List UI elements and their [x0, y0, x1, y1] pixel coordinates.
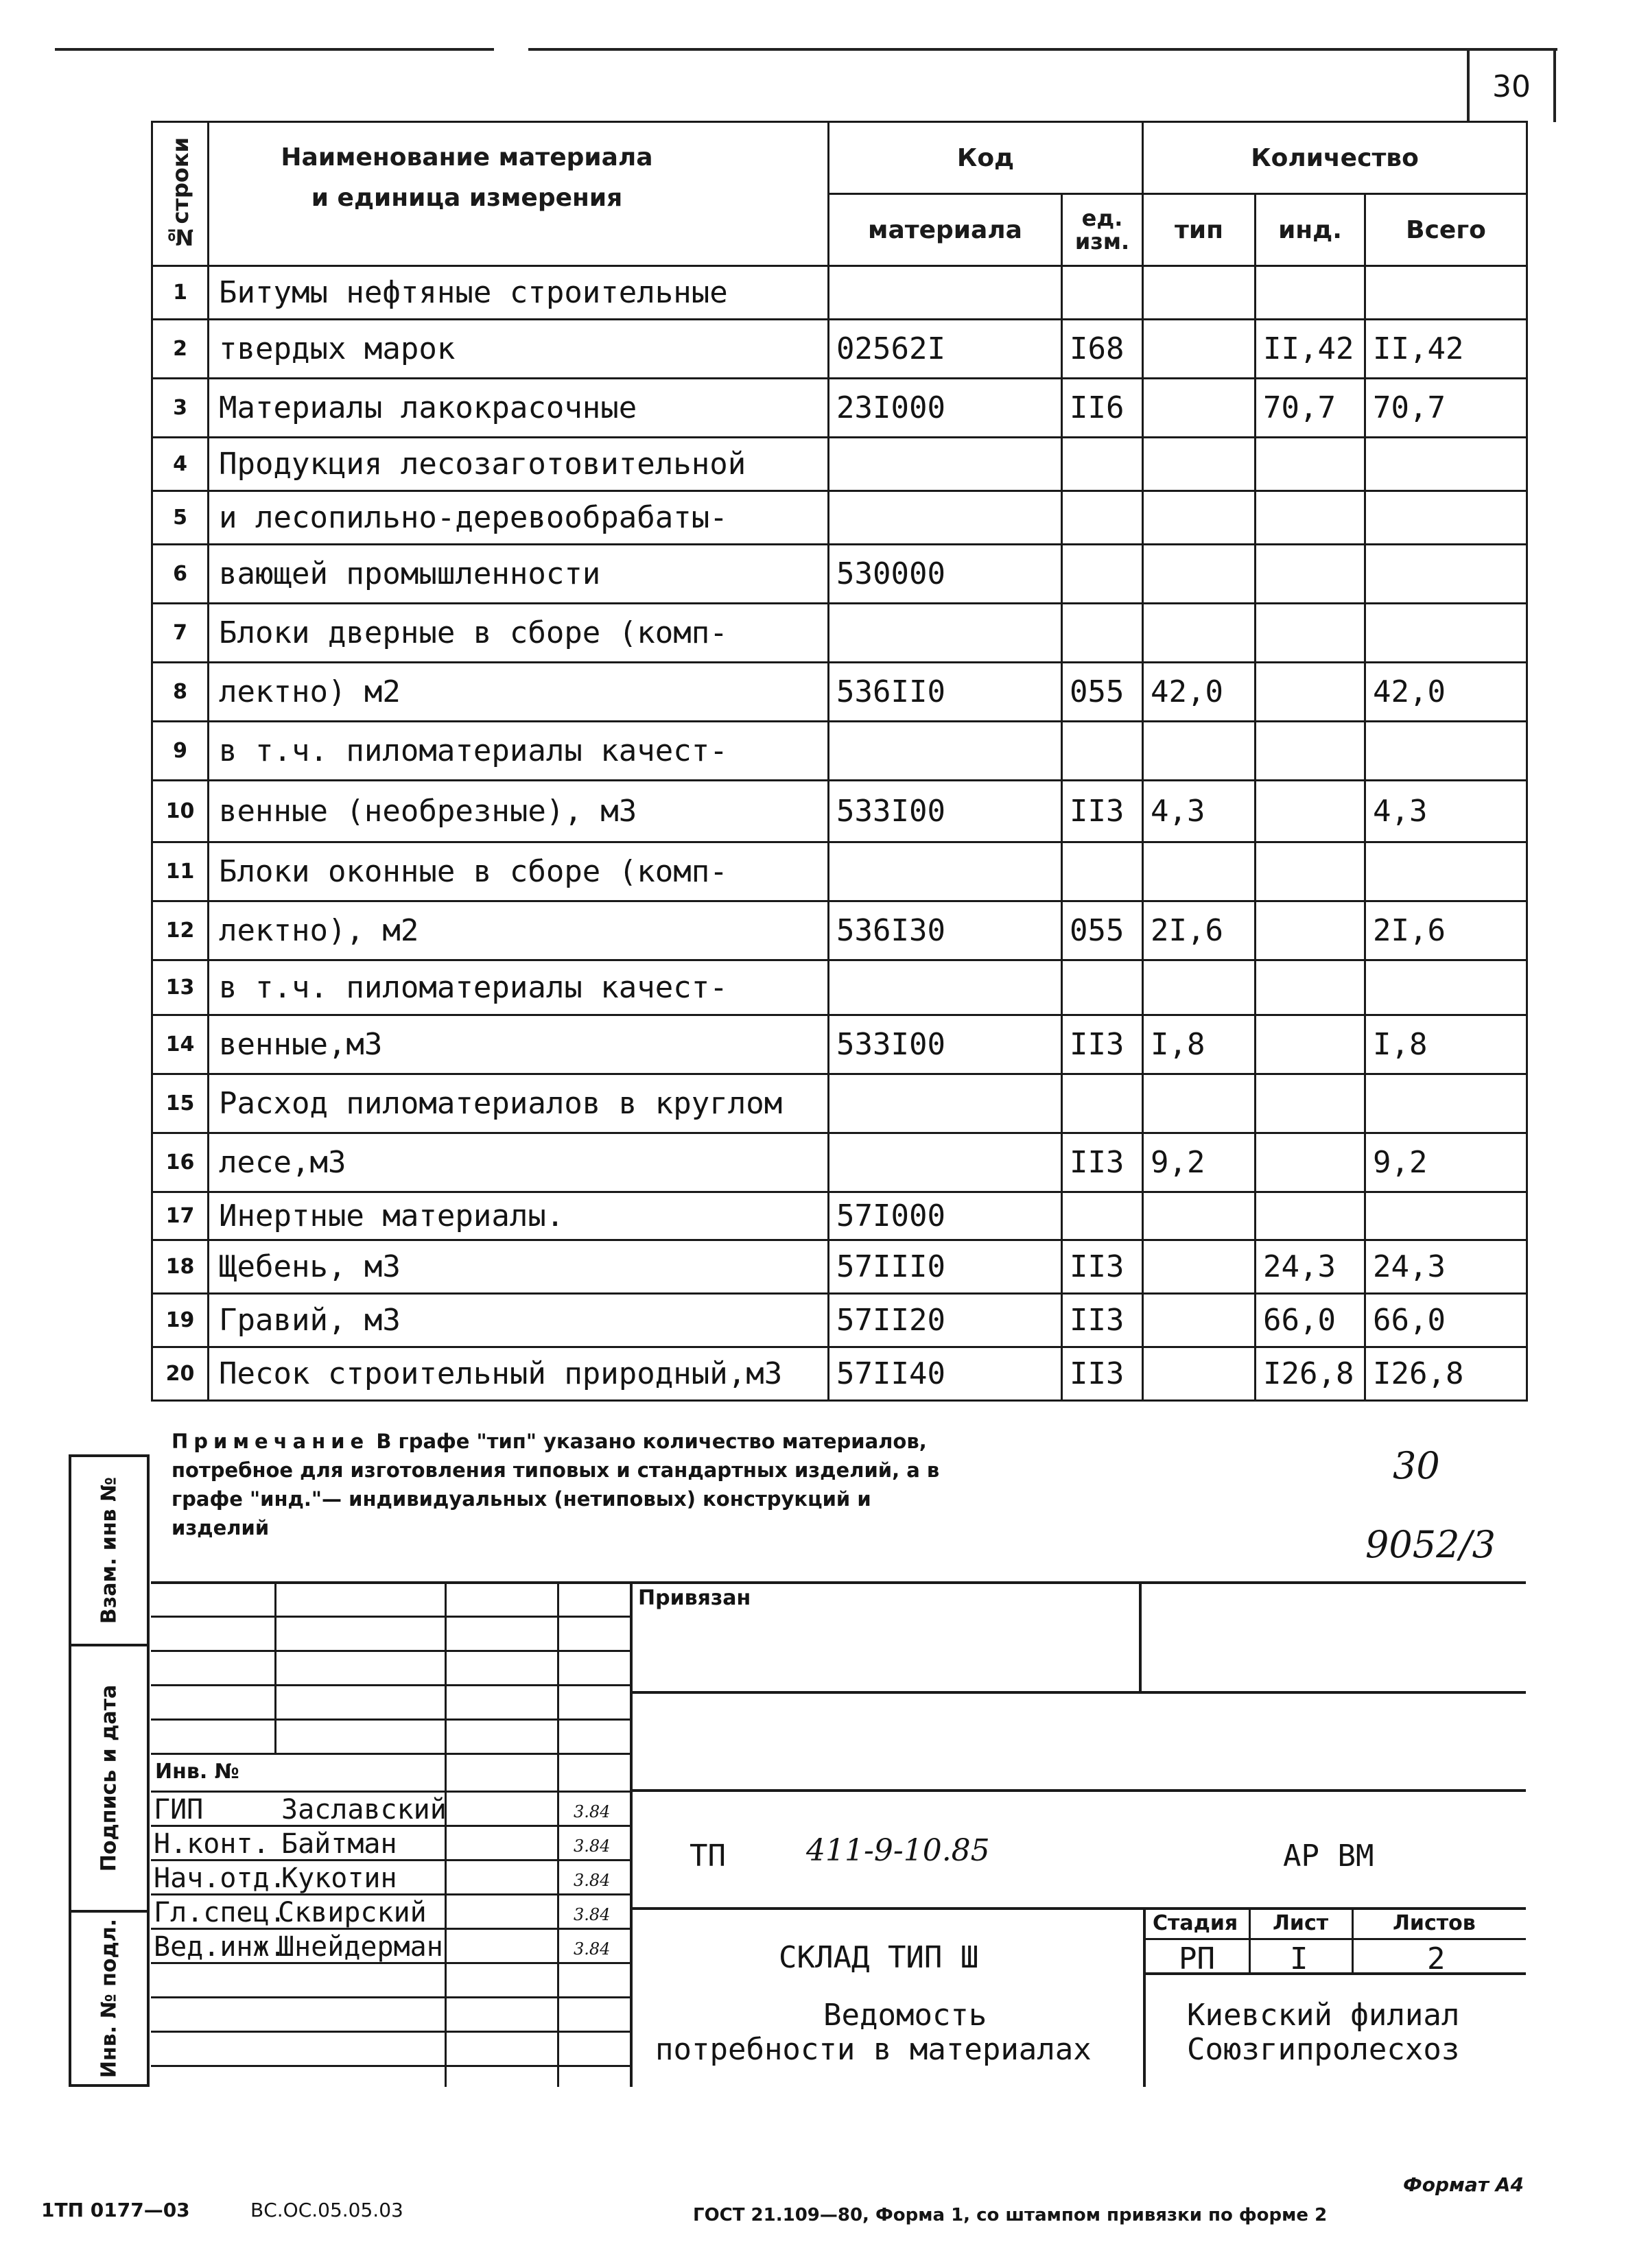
staff-name: Заславский — [281, 1794, 447, 1826]
qty-ind: 70,7 — [1256, 379, 1365, 438]
qty-ind — [1256, 960, 1365, 1015]
table-row — [152, 491, 1527, 545]
table-row — [152, 722, 1527, 781]
header-qty-ind: инд. — [1256, 194, 1365, 266]
material-code: 02562I — [829, 320, 1062, 379]
table-row — [152, 1192, 1527, 1240]
qty-total — [1365, 604, 1527, 663]
stamp-hline-stage-labels — [1143, 1938, 1526, 1940]
table-row — [152, 604, 1527, 663]
unit-code — [1062, 842, 1143, 901]
qty-total: 4,3 — [1365, 781, 1527, 842]
stamp-hline-code-bottom — [630, 1907, 1526, 1910]
qty-ind — [1256, 545, 1365, 604]
table-row — [152, 320, 1527, 379]
qty-type — [1143, 320, 1256, 379]
qty-type: 9,2 — [1143, 1133, 1256, 1192]
row-number: 1 — [152, 266, 209, 320]
row-number: 10 — [152, 781, 209, 842]
unit-code — [1062, 545, 1143, 604]
qty-total — [1365, 266, 1527, 320]
stamp-hline-3 — [151, 1684, 631, 1686]
stamp-hline-1 — [151, 1616, 631, 1618]
material-name: венные (необрезные), м3 — [209, 781, 829, 842]
note — [172, 1427, 961, 1542]
staff-role: ГИП — [154, 1794, 204, 1826]
row-number: 19 — [152, 1294, 209, 1347]
qty-ind — [1256, 842, 1365, 901]
row-number: 3 — [152, 379, 209, 438]
handwritten-number-2: 9052/3 — [1365, 1523, 1496, 1566]
qty-ind: I26,8 — [1256, 1347, 1365, 1401]
stamp-hline-5 — [151, 1753, 631, 1755]
unit-code: II6 — [1062, 379, 1143, 438]
qty-ind — [1256, 722, 1365, 781]
qty-type — [1143, 438, 1256, 491]
material-code: 57I000 — [829, 1192, 1062, 1240]
qty-total: I,8 — [1365, 1015, 1527, 1074]
qty-ind — [1256, 1192, 1365, 1240]
material-code — [829, 438, 1062, 491]
qty-type — [1143, 722, 1256, 781]
material-code: 533I00 — [829, 781, 1062, 842]
row-number: 5 — [152, 491, 209, 545]
qty-total: I26,8 — [1365, 1347, 1527, 1401]
top-rule-left — [55, 48, 494, 51]
note-title: Примечание — [172, 1430, 370, 1453]
row-number: 4 — [152, 438, 209, 491]
qty-ind — [1256, 901, 1365, 960]
stamp-top-line — [151, 1581, 1526, 1584]
unit-code: 055 — [1062, 663, 1143, 722]
stamp-stage-value: РП — [1179, 1941, 1215, 1976]
top-rule-right — [528, 48, 1557, 51]
staff-role: Нач.отд. — [154, 1863, 286, 1894]
unit-code — [1062, 438, 1143, 491]
material-name: лектно), м2 — [209, 901, 829, 960]
unit-code — [1062, 1074, 1143, 1133]
stamp-inner-vline-4 — [630, 1581, 633, 2087]
staff-role: Н.конт. — [154, 1828, 270, 1860]
stamp-hline-privyazan-bottom — [630, 1691, 1526, 1694]
qty-type — [1143, 1192, 1256, 1240]
unit-code: 055 — [1062, 901, 1143, 960]
staff-hline-1 — [151, 1791, 631, 1793]
staff-name: Байтман — [281, 1828, 397, 1860]
qty-type: 2I,6 — [1143, 901, 1256, 960]
material-code: 536I30 — [829, 901, 1062, 960]
unit-code: II3 — [1062, 1294, 1143, 1347]
qty-type — [1143, 1240, 1256, 1294]
qty-total: 70,7 — [1365, 379, 1527, 438]
unit-code — [1062, 960, 1143, 1015]
stamp-privyazan-label: Привязан — [638, 1586, 751, 1610]
material-name: вающей промышленности — [209, 545, 829, 604]
side-vzam-inv: Взам. инв № — [69, 1454, 150, 1646]
material-code: 530000 — [829, 545, 1062, 604]
staff-hline-7 — [151, 1996, 631, 1998]
qty-ind: II,42 — [1256, 320, 1365, 379]
material-code: 57II20 — [829, 1294, 1062, 1347]
staff-role: Гл.спец. — [154, 1897, 286, 1928]
qty-ind — [1256, 781, 1365, 842]
qty-type — [1143, 1294, 1256, 1347]
material-name: лесе,м3 — [209, 1133, 829, 1192]
row-number: 8 — [152, 663, 209, 722]
stamp-title-2: потребности в материалах — [655, 2032, 1092, 2067]
qty-ind — [1256, 491, 1365, 545]
qty-total — [1365, 1074, 1527, 1133]
qty-ind — [1256, 1133, 1365, 1192]
stamp-inv-no: Инв. № — [155, 1760, 239, 1784]
stamp-inner-vline-2 — [445, 1581, 447, 2087]
table-row — [152, 960, 1527, 1015]
staff-role: Вед.инж. — [154, 1931, 286, 1963]
row-number: 11 — [152, 842, 209, 901]
staff-date: 3.84 — [574, 1871, 611, 1890]
qty-total: 42,0 — [1365, 663, 1527, 722]
stamp-org-2: Союзгипролесхоз — [1187, 2032, 1460, 2067]
stamp-doc-prefix: ТП — [690, 1839, 726, 1874]
material-code — [829, 491, 1062, 545]
qty-total: 2I,6 — [1365, 901, 1527, 960]
qty-type: I,8 — [1143, 1015, 1256, 1074]
material-name: Материалы лакокрасочные — [209, 379, 829, 438]
unit-code — [1062, 491, 1143, 545]
qty-ind — [1256, 438, 1365, 491]
material-code — [829, 722, 1062, 781]
side-inv-podl: Инв. № подл. — [69, 1910, 150, 2087]
stamp-sheets-value: 2 — [1427, 1941, 1446, 1976]
unit-code — [1062, 266, 1143, 320]
row-number: 14 — [152, 1015, 209, 1074]
material-name: и лесопильно-деревообрабаты- — [209, 491, 829, 545]
material-name: лектно) м2 — [209, 663, 829, 722]
qty-type: 4,3 — [1143, 781, 1256, 842]
stamp-stage-label: Стадия — [1153, 1911, 1238, 1935]
table-row — [152, 1074, 1527, 1133]
material-name: Щебень, м3 — [209, 1240, 829, 1294]
stamp-sheets-label: Листов — [1393, 1911, 1476, 1935]
qty-type — [1143, 1347, 1256, 1401]
table-row — [152, 1133, 1527, 1192]
row-number: 6 — [152, 545, 209, 604]
qty-total — [1365, 960, 1527, 1015]
footer-gost: ГОСТ 21.109—80, Форма 1, со штампом привязки по форме 2 — [693, 2205, 1328, 2225]
row-number: 15 — [152, 1074, 209, 1133]
table-row — [152, 379, 1527, 438]
row-number: 7 — [152, 604, 209, 663]
qty-ind — [1256, 1074, 1365, 1133]
qty-type: 42,0 — [1143, 663, 1256, 722]
qty-ind: 66,0 — [1256, 1294, 1365, 1347]
table-row — [152, 266, 1527, 320]
material-code — [829, 1074, 1062, 1133]
qty-type — [1143, 960, 1256, 1015]
staff-date: 3.84 — [574, 1905, 611, 1924]
table-row — [152, 1347, 1527, 1401]
stamp-sheet-label: Лист — [1273, 1911, 1329, 1935]
row-number: 16 — [152, 1133, 209, 1192]
footer-left-1: 1ТП 0177—03 — [41, 2199, 190, 2221]
unit-code: II3 — [1062, 1347, 1143, 1401]
material-code — [829, 960, 1062, 1015]
stamp-vline-stage — [1143, 1907, 1146, 2087]
unit-code: II3 — [1062, 1240, 1143, 1294]
table-row — [152, 1240, 1527, 1294]
material-name: Песок строительный природный,м3 — [209, 1347, 829, 1401]
table-row — [152, 781, 1527, 842]
stamp-object: СКЛАД ТИП Ш — [779, 1940, 979, 1975]
header-row-number: №строки — [152, 122, 209, 266]
qty-type — [1143, 491, 1256, 545]
header-code-unit: ед. изм. — [1062, 194, 1143, 266]
unit-code: II3 — [1062, 1133, 1143, 1192]
material-name: Блоки оконные в сборе (комп- — [209, 842, 829, 901]
table-row — [152, 842, 1527, 901]
qty-ind — [1256, 663, 1365, 722]
table-row — [152, 901, 1527, 960]
unit-code — [1062, 604, 1143, 663]
material-code — [829, 604, 1062, 663]
stamp-hline-2 — [151, 1650, 631, 1652]
qty-total — [1365, 1192, 1527, 1240]
qty-total — [1365, 545, 1527, 604]
material-code — [829, 1133, 1062, 1192]
handwritten-number-1: 30 — [1393, 1444, 1440, 1487]
qty-total — [1365, 491, 1527, 545]
table-row — [152, 1015, 1527, 1074]
material-name: Битумы нефтяные строительные — [209, 266, 829, 320]
material-name: в т.ч. пиломатериалы качест- — [209, 960, 829, 1015]
qty-type — [1143, 379, 1256, 438]
header-quantity: Количество — [1143, 122, 1527, 194]
unit-code — [1062, 1192, 1143, 1240]
qty-ind — [1256, 604, 1365, 663]
table-row — [152, 663, 1527, 722]
table-row — [152, 1294, 1527, 1347]
stamp-org-1: Киевский филиал — [1187, 1998, 1460, 2033]
material-name: в т.ч. пиломатериалы качест- — [209, 722, 829, 781]
qty-total — [1365, 842, 1527, 901]
stamp-sheet-value: I — [1290, 1941, 1308, 1976]
staff-name: Кукотин — [281, 1863, 397, 1894]
header-code-material: материала — [829, 194, 1062, 266]
qty-type — [1143, 842, 1256, 901]
footer-left-2: ВС.ОС.05.05.03 — [250, 2199, 403, 2221]
stamp-title-1: Ведомость — [823, 1998, 987, 2033]
staff-hline-9 — [151, 2065, 631, 2067]
table-row — [152, 545, 1527, 604]
stamp-hline-code-top — [630, 1789, 1526, 1792]
row-number: 13 — [152, 960, 209, 1015]
row-number: 17 — [152, 1192, 209, 1240]
note-text: В графе "тип" указано количество материалов, потребное для изготовления типовых и стандартных изделий, а в графе "инд."— индивидуальных (нетиповых) конструкций и изделий — [172, 1430, 940, 1539]
unit-code: I68 — [1062, 320, 1143, 379]
qty-type — [1143, 266, 1256, 320]
material-code: 57II40 — [829, 1347, 1062, 1401]
staff-name: Шнейдерман — [278, 1931, 443, 1963]
unit-code: II3 — [1062, 1015, 1143, 1074]
table-row — [152, 438, 1527, 491]
material-code: 536II0 — [829, 663, 1062, 722]
qty-type — [1143, 604, 1256, 663]
material-name: венные,м3 — [209, 1015, 829, 1074]
stamp-inner-vline-1 — [274, 1581, 276, 1753]
materials-table — [151, 121, 1528, 1402]
staff-date: 3.84 — [574, 1836, 611, 1856]
qty-type — [1143, 1074, 1256, 1133]
qty-total — [1365, 722, 1527, 781]
header-material-name: Наименование материала и единица измерения — [209, 122, 829, 266]
material-name: Расход пиломатериалов в круглом — [209, 1074, 829, 1133]
stamp-hline-4 — [151, 1718, 631, 1721]
row-number: 18 — [152, 1240, 209, 1294]
row-number: 12 — [152, 901, 209, 960]
side-podpis-data: Подпись и дата — [69, 1644, 150, 1913]
material-name: Продукция лесозаготовительной — [209, 438, 829, 491]
qty-type — [1143, 545, 1256, 604]
qty-total — [1365, 438, 1527, 491]
qty-total: 24,3 — [1365, 1240, 1527, 1294]
stamp-doc-code: 411-9-10.85 — [806, 1833, 990, 1868]
row-number: 9 — [152, 722, 209, 781]
staff-date: 3.84 — [574, 1802, 611, 1821]
qty-ind — [1256, 266, 1365, 320]
staff-date: 3.84 — [574, 1939, 611, 1959]
row-number: 20 — [152, 1347, 209, 1401]
staff-hline-8 — [151, 2031, 631, 2033]
material-code: 23I000 — [829, 379, 1062, 438]
footer-format: Формат А4 — [1403, 2173, 1524, 2196]
row-number: 2 — [152, 320, 209, 379]
staff-name: Сквирский — [278, 1897, 427, 1928]
material-name: твердых марок — [209, 320, 829, 379]
stamp-doc-mark: АР ВМ — [1283, 1839, 1374, 1874]
material-code — [829, 842, 1062, 901]
material-code — [829, 266, 1062, 320]
material-name: Блоки дверные в сборе (комп- — [209, 604, 829, 663]
qty-total: 9,2 — [1365, 1133, 1527, 1192]
header-qty-type: тип — [1143, 194, 1256, 266]
qty-ind — [1256, 1015, 1365, 1074]
qty-total: II,42 — [1365, 320, 1527, 379]
material-name: Гравий, м3 — [209, 1294, 829, 1347]
unit-code: II3 — [1062, 781, 1143, 842]
header-code: Код — [829, 122, 1143, 194]
unit-code — [1062, 722, 1143, 781]
sheet-number: 30 — [1467, 48, 1556, 122]
material-code: 57III0 — [829, 1240, 1062, 1294]
stamp-inner-vline-3 — [557, 1581, 559, 2087]
qty-ind: 24,3 — [1256, 1240, 1365, 1294]
stamp-vline-privyazan — [1139, 1581, 1142, 1691]
header-qty-total: Всего — [1365, 194, 1527, 266]
qty-total: 66,0 — [1365, 1294, 1527, 1347]
material-code: 533I00 — [829, 1015, 1062, 1074]
material-name: Инертные материалы. — [209, 1192, 829, 1240]
